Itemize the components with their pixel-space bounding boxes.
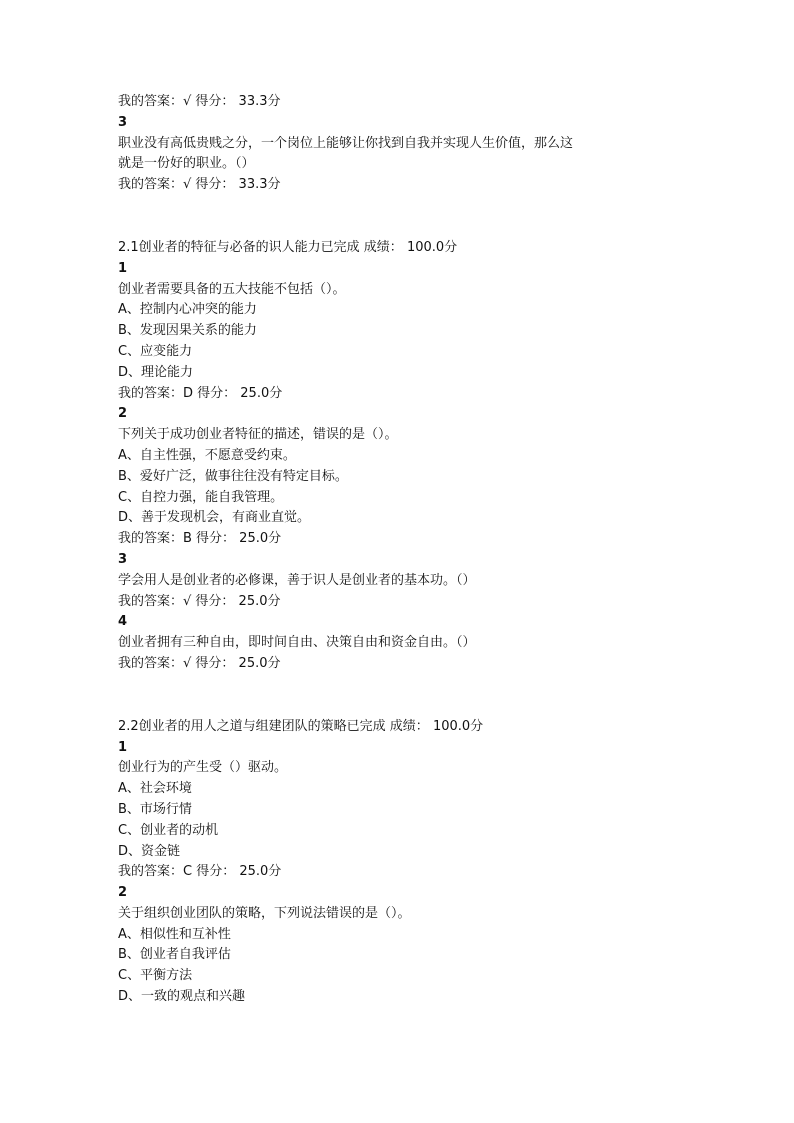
option-a: A、控制内心冲突的能力 [118, 302, 257, 318]
answer-line: 我的答案：√ 得分： 25.0分 [118, 593, 281, 609]
question-block [118, 612, 718, 674]
question-number: 2 [118, 885, 128, 901]
question-number: 3 [118, 551, 128, 567]
answer-line: 我的答案：√ 得分： 33.3分 [118, 177, 281, 193]
option-b: B、创业者自我评估 [118, 947, 231, 963]
question-text: 创业者需要具备的五大技能不包括（）。 [118, 281, 346, 297]
option-a: A、社会环境 [118, 781, 192, 797]
question-block [118, 550, 718, 612]
answer-line: 我的答案：√ 得分： 25.0分 [118, 655, 281, 671]
option-d: D、理论能力 [118, 364, 194, 380]
option-a: A、自主性强，不愿意受约束。 [118, 447, 296, 463]
question-number: 1 [118, 260, 128, 276]
option-c: C、平衡方法 [118, 968, 193, 984]
question-number: 2 [118, 406, 128, 422]
section-gap [118, 196, 718, 238]
option-c: C、创业者的动机 [118, 822, 219, 838]
question-text: 关于组织创业团队的策略，下列说法错误的是（）。 [118, 905, 411, 921]
question-block [118, 404, 718, 550]
section-title: 2.1创业者的特征与必备的识人能力已完成 成绩： 100.0分 [118, 239, 458, 255]
section-2-1 [118, 238, 718, 675]
section-gap [118, 675, 718, 717]
question-text: 创业行为的产生受（）驱动。 [118, 760, 288, 776]
option-c: C、应变能力 [118, 343, 193, 359]
option-d: D、资金链 [118, 843, 181, 859]
answer-line: 我的答案：B 得分： 25.0分 [118, 531, 282, 547]
question-number: 4 [118, 614, 128, 630]
question-block [118, 883, 718, 1008]
answer-line: 我的答案：C 得分： 25.0分 [118, 864, 282, 880]
previous-section [118, 92, 718, 196]
section-title: 2.2创业者的用人之道与组建团队的策略已完成 成绩： 100.0分 [118, 718, 484, 734]
option-b: B、市场行情 [118, 801, 192, 817]
question-text: 创业者拥有三种自由，即时间自由、决策自由和资金自由。（） [118, 635, 476, 651]
answer-line: 我的答案：D 得分： 25.0分 [118, 385, 283, 401]
option-a: A、相似性和互补性 [118, 926, 231, 942]
option-d: D、一致的观点和兴趣 [118, 989, 246, 1005]
question-block [118, 738, 718, 884]
answer-line: 我的答案：√ 得分： 33.3分 [118, 94, 281, 109]
option-d: D、善于发现机会，有商业直觉。 [118, 510, 311, 526]
question-text: 下列关于成功创业者特征的描述，错误的是（）。 [118, 427, 398, 443]
question-text-continued: 就是一份好的职业。（） [118, 156, 255, 172]
option-c: C、自控力强，能自我管理。 [118, 489, 284, 505]
question-text: 职业没有高低贵贱之分，一个岗位上能够让你找到自我并实现人生价值，那么这 [118, 135, 574, 151]
option-b: B、发现因果关系的能力 [118, 323, 257, 339]
question-text: 学会用人是创业者的必修课，善于识人是创业者的基本功。（） [118, 572, 476, 588]
question-number: 3 [118, 114, 128, 130]
question-number: 1 [118, 739, 128, 755]
document-page [118, 92, 718, 1008]
question-block [118, 259, 718, 405]
section-2-2 [118, 717, 718, 1008]
option-b: B、爱好广泛，做事往往没有特定目标。 [118, 468, 348, 484]
